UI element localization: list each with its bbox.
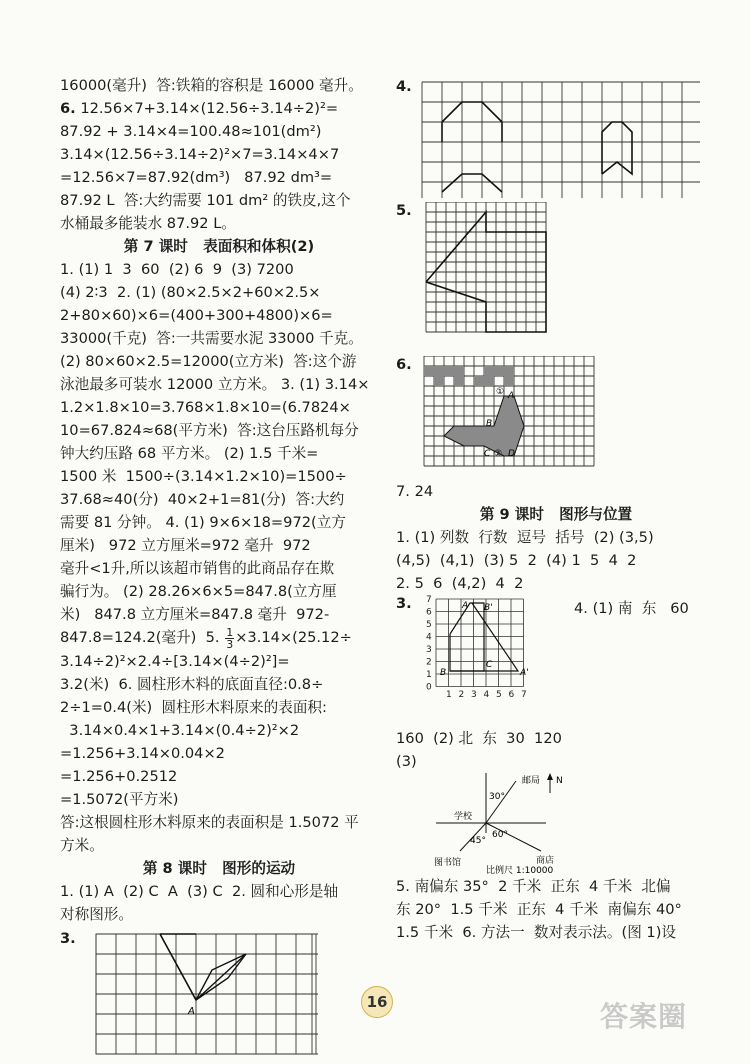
axis-tick-label: 3 (471, 690, 477, 700)
text-line: =1.5072(平方米) (60, 790, 179, 808)
north-label: N (556, 776, 563, 786)
text-line: 16000(毫升) 答:铁箱的容积是 16000 毫升。 (60, 77, 363, 94)
coordinate-grid (414, 595, 562, 727)
text-line: 1. (1) A (2) C A (3) C 2. 圆和心形是轴 (60, 882, 339, 900)
figure-q4 (396, 78, 716, 198)
axis-tick-label: 1 (446, 690, 452, 700)
text-line: 答:这根圆柱形木料原来的表面积是 1.5072 平 (60, 813, 359, 831)
text-line (60, 97, 378, 120)
point-label: C (486, 660, 493, 670)
text-line: 4. (1) 南 东 60 (574, 600, 689, 617)
text-line: 泳池最多可装水 12000 立方米。 3. (1) 3.14× (60, 376, 370, 393)
axis-tick-label: 6 (508, 690, 515, 700)
axis-tick-label: 7 (426, 595, 432, 605)
text-line: =12.56×7=87.92(dm³) 87.92 dm³= (60, 169, 333, 186)
text-line: 3.2(米) 6. 圆柱形木料的底面直径:0.8÷ (60, 675, 324, 693)
section-heading-7: 第 7 课时 表面积和体积(2) (123, 238, 315, 255)
axis-tick-label: 5 (426, 620, 432, 630)
text-line: 厘米) 972 立方厘米=972 毫升 972 (60, 537, 311, 554)
text-line: 对称图形。 (60, 905, 133, 923)
text-line: 水桶最多能装水 87.92 L。 (60, 215, 236, 232)
text-line: 毫升<1升,所以该超市销售的此商品存在欺 (60, 560, 335, 577)
point-label: A (462, 601, 469, 611)
text-line: 33000(千克) 答:一共需要水泥 33000 千克。 (60, 330, 363, 347)
fraction-numerator: 1 (226, 625, 234, 639)
left-column (60, 74, 378, 1064)
point-label: A (188, 1005, 195, 1017)
text-line: 东 20° 1.5 千米 正东 4 千米 南偏东 40° (396, 901, 682, 918)
text-line: 10=67.824≈68(平方米) 答:这台压路机每分 (60, 422, 359, 439)
text-line: 1500 米 1500÷(3.14×1.2×10)=1500÷ (60, 468, 347, 485)
text-line (60, 626, 378, 650)
text-line: 87.92 L 答:大约需要 101 dm² 的铁皮,这个 (60, 192, 351, 209)
angle-label: 60° (492, 830, 508, 840)
point-label: D (508, 449, 515, 459)
text-line: 37.68≈40(分) 40×2+1=81(分) 答:大约 (60, 491, 345, 508)
watermark: 答案圈 (600, 1000, 688, 1033)
point-label: A (508, 391, 515, 401)
question-number: 4. (396, 78, 412, 95)
text-line: (4,5) (4,1) (3) 5 2 (4) 1 5 4 2 (396, 552, 637, 569)
text-span: ×3.14×(25.12÷ (235, 629, 352, 646)
section-heading-8: 第 8 课时 图形的运动 (142, 859, 296, 877)
text-line: 1.5 千米 6. 方法一 数对表示法。(图 1)设 (396, 924, 676, 941)
text-line: 米) 847.8 立方厘米=847.8 毫升 972- (60, 606, 330, 623)
question-number: 5. (396, 202, 412, 219)
figure-q3-left (60, 930, 378, 1060)
axis-tick-label: 2 (426, 657, 432, 668)
point-label: B (486, 419, 493, 429)
angle-label: 30° (489, 792, 505, 802)
axis-tick-label: 4 (483, 690, 490, 700)
axis-tick-label: 6 (426, 607, 432, 618)
question-number: 3. (396, 595, 412, 612)
map-label-school: 学校 (454, 812, 473, 822)
fraction (225, 627, 234, 650)
question-number: 6. (396, 356, 412, 373)
map-label-post: 邮局 (522, 776, 541, 786)
point-label: A' (520, 668, 529, 678)
scale-label: 比例尺 1:10000 (486, 866, 554, 875)
page-number: 16 (361, 986, 393, 1018)
text-line: (2) 80×60×2.5=12000(立方米) 答:这个游 (60, 353, 357, 370)
map-label-store: 商店 (536, 856, 555, 866)
point-label: B (440, 668, 447, 678)
right-column (396, 74, 716, 944)
text-line: (3) (396, 753, 417, 770)
text-line: 160 (2) 北 东 30 120 (396, 730, 562, 747)
axis-tick-label: 5 (496, 690, 502, 700)
direction-map (426, 773, 726, 875)
text-line: 2. 5 6 (4,2) 4 2 (396, 575, 524, 592)
point-label: C (484, 449, 491, 459)
axis-tick-label: 1 (426, 670, 432, 680)
axis-tick-label: 2 (458, 690, 465, 700)
text-line: 87.92 + 3.14×4=100.48≈101(dm²) (60, 123, 322, 140)
axis-tick-label: 4 (426, 632, 432, 643)
text-span: 847.8=124.2(毫升) 5. (60, 629, 220, 646)
fraction-denominator: 3 (226, 637, 234, 651)
point-label: ② (494, 449, 503, 459)
axis-tick-label: 7 (521, 690, 527, 700)
text-line: 2÷1=0.4(米) 圆柱形木料原来的表面积: (60, 698, 327, 716)
text-line: 3.14×(12.56÷3.14÷2)²×7=3.14×4×7 (60, 146, 340, 163)
text-line: 3.14÷2)²×2.4÷[3.14×(4÷2)²]= (60, 652, 290, 670)
figure-q6 (396, 356, 716, 476)
section-heading-9: 第 9 课时 图形与位置 (479, 506, 633, 523)
text-line: 1. (1) 列数 行数 逗号 括号 (2) (3,5) (396, 529, 654, 546)
grid-figure-arrow-rotation (414, 202, 574, 352)
figure-q3-right (396, 595, 716, 727)
angle-label: 45° (470, 836, 486, 846)
point-label: ① (496, 387, 505, 397)
text-line: 1.2×1.8×10=3.768×1.8×10=(6.7824× (60, 399, 351, 416)
question-number: 6. (60, 100, 76, 117)
text-line: 7. 24 (396, 483, 434, 500)
question-number: 3. (60, 929, 76, 947)
grid-figure-translation (414, 356, 604, 476)
text-line: =1.256+3.14×0.04×2 (60, 744, 225, 762)
figure-q5 (396, 202, 716, 352)
text-line: 骗行为。 (2) 28.26×6×5=847.8(立方厘 (60, 583, 337, 600)
map-label-library: 图书馆 (434, 858, 462, 868)
text-line: 5. 南偏东 35° 2 千米 正东 4 千米 北偏 (396, 878, 671, 895)
text-line: 3.14×0.4×1+3.14×(0.4÷2)²×2 (60, 721, 300, 739)
text-line: (4) 2∶3 2. (1) (80×2.5×2+60×2.5× (60, 284, 321, 301)
text-line: =1.256+0.2512 (60, 767, 178, 785)
axis-tick-label: 0 (426, 682, 432, 693)
grid-figure-arrows (414, 78, 700, 198)
text-line: 方米。 (60, 836, 104, 854)
axis-tick-label: 3 (426, 645, 432, 655)
text-span: 12.56×7+3.14×(12.56÷3.14÷2)²= (80, 100, 339, 117)
point-label: B' (484, 603, 493, 613)
grid-figure-reflection (78, 930, 318, 1060)
text-line: 需要 81 分钟。 4. (1) 9×6×18=972(立方 (60, 514, 346, 531)
text-line: 1. (1) 1 3 60 (2) 6 9 (3) 7200 (60, 261, 294, 278)
text-line: 2+80×60)×6=(400+300+4800)×6= (60, 307, 333, 324)
text-line: 钟大约压路 68 平方米。 (2) 1.5 千米= (60, 445, 319, 462)
